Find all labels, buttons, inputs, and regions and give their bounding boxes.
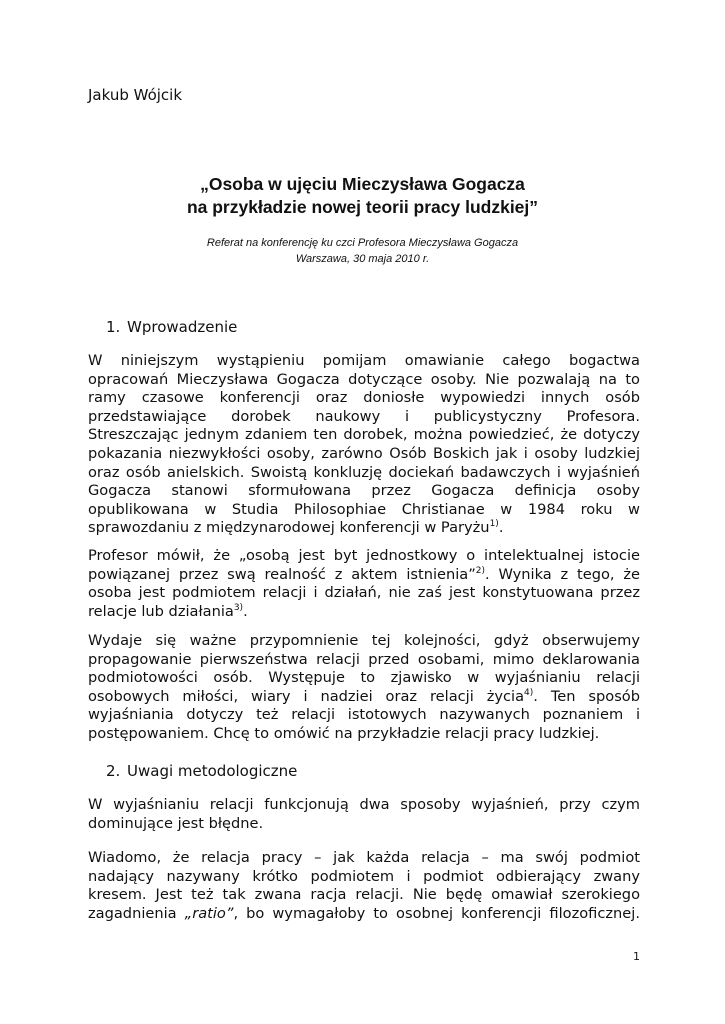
section-title: Wprowadzenie — [127, 318, 238, 336]
paragraph-3 — [88, 632, 640, 744]
paragraph-line: postępowaniem. Chcę to omówić na przykładzie relacji pracy ludzkiej. — [88, 724, 600, 742]
paragraph-line: przedstawiające dorobek naukowy i publicystyczny Profesora. — [88, 407, 640, 425]
paragraph-line — [88, 519, 640, 538]
paragraph-line: Gogacza stanowi sformułowana przez Gogacza definicja osoby — [88, 482, 640, 500]
line-text: . Wynika z tego, że — [485, 565, 640, 583]
title-line-2: na przykładzie nowej teorii pracy ludzkiej” — [186, 197, 539, 217]
paragraph-5 — [88, 849, 640, 923]
footnote-ref-4: 4) — [524, 687, 534, 698]
paragraph-line: oraz osób anielskich. Swoistą konkluzję dociekań badawczych i wyjaśnień — [88, 463, 640, 481]
paragraph-line: W niniejszym wystąpieniu pomijam omawianie całego bogactwa — [88, 352, 640, 369]
section-title: Uwagi metodologiczne — [127, 762, 298, 780]
subtitle-line-1: Referat na konferencję ku czci Profesora Mieczysława Gogacza — [206, 237, 519, 249]
section-number: 1. — [106, 318, 121, 336]
subtitle-line-2: Warszawa, 30 maja 2010 r. — [295, 253, 430, 265]
document-subtitle — [0, 235, 725, 267]
ratio-term: „ratio” — [184, 904, 234, 922]
paragraph-line: Streszczając jednym zdaniem ten dorobek, można powiedzieć, że dotyczy — [88, 426, 640, 444]
paragraph-line: podmiotowości osób. Występuje to zjawisko w wyjaśnianiu relacji — [88, 669, 640, 687]
title-line-1: „Osoba w ujęciu Mieczysława Gogacza — [200, 174, 525, 194]
footnote-ref-2: 2) — [475, 565, 486, 576]
footnote-ref-3: 3) — [233, 602, 244, 613]
line-text: relacje lub działania — [88, 602, 234, 620]
section-heading-1 — [106, 318, 237, 336]
line-text: sprawozdaniu z międzynarodowej konferencji w Paryżu — [88, 519, 490, 537]
section-heading-2 — [106, 762, 297, 780]
paragraph-1 — [88, 352, 640, 538]
document-title — [0, 173, 725, 219]
paragraph-line: kresem. Jest też tak zwana racja relacji. Nie będę omawiał szerokiego — [88, 886, 640, 904]
author-name: Jakub Wójcik — [88, 86, 183, 104]
paragraph-line: Wiadomo, że relacja pracy – jak każda relacja – ma swój podmiot — [88, 849, 640, 866]
paragraph-line — [88, 603, 640, 622]
paragraph-line: W wyjaśnianiu relacji funkcjonują dwa sposoby wyjaśnień, przy czym — [88, 796, 640, 813]
section-number: 2. — [106, 762, 121, 780]
page-number: 1 — [633, 950, 640, 963]
paragraph-2 — [88, 547, 640, 621]
paragraph-line: opracowań Mieczysława Gogacza dotyczące osoby. Nie pozwalają na to — [88, 370, 640, 388]
paragraph-line: Wydaje się ważne przypomnienie tej kolejności, gdyż obserwujemy — [88, 632, 640, 649]
paragraph-line: pokazania niezwykłości osoby, zarówno Osób Boskich jak i osoby ludzkiej — [88, 444, 640, 462]
paragraph-line: propagowanie pierwszeństwa relacji przed osobami, mimo deklarowania — [88, 650, 640, 668]
paragraph-line: wyjaśniania dotyczy też relacji istotowych nazywanych poznaniem i — [88, 706, 640, 724]
line-text: . Ten sposób — [533, 687, 640, 705]
paragraph-line — [88, 688, 640, 707]
line-text: zagadnienia — [88, 904, 185, 922]
paragraph-4 — [88, 796, 640, 833]
paragraph-line: osoba jest podmiotem relacji i działań, nie zaś jest konstytuowana przez — [88, 584, 640, 602]
paragraph-line — [88, 905, 640, 924]
line-text: osobowych miłości, wiary i nadziei oraz relacji życia — [88, 687, 525, 705]
paragraph-line: dominujące jest błędne. — [88, 814, 264, 832]
paragraph-line — [88, 566, 640, 585]
footnote-ref-1: 1) — [489, 519, 499, 530]
paragraph-line: ramy czasowe konferencji oraz doniosłe wypowiedzi innych osób — [88, 389, 640, 407]
paragraph-line: opublikowana w Studia Philosophiae Christianae w 1984 roku w — [88, 500, 640, 518]
line-text: . — [498, 519, 504, 537]
line-text: . — [243, 602, 248, 620]
paragraph-line: Profesor mówił, że „osobą jest byt jednostkowy o intelektualnej istocie — [88, 547, 640, 564]
line-text: , bo wymagałoby to osobnej konferencji filozoficznej. — [233, 904, 640, 922]
line-text: powiązanej przez swą realność z aktem istnienia” — [88, 565, 476, 583]
paragraph-line: nadający nazywany krótko podmiotem i podmiot odbierający zwany — [88, 867, 640, 885]
